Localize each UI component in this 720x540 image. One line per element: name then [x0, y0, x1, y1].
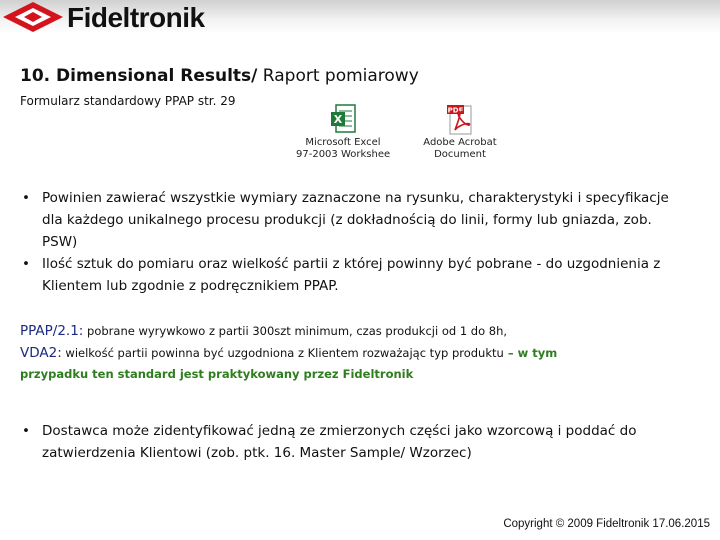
- bullet-item: [22, 420, 690, 464]
- pdf-attachment[interactable]: [414, 104, 506, 161]
- title-bold: 10. Dimensional Results/: [20, 66, 258, 86]
- bullet-text: Dostawca może zidentyfikować jedną ze zmierzonych części jako wzorcową i poddać do zatwierdzenia Klientowi (zob. ptk. 16. Master Sample/ Wzorzec): [42, 423, 637, 461]
- svg-text:PDF: PDF: [447, 106, 464, 115]
- ppap-note: [20, 320, 507, 339]
- slide-title: [20, 66, 419, 86]
- bullet-list-top: [22, 187, 690, 297]
- excel-label-line1: Microsoft Excel: [305, 137, 381, 148]
- bullet-dot: •: [22, 423, 30, 439]
- pdf-label-line1: Adobe Acrobat: [423, 137, 497, 148]
- logo: [2, 1, 218, 35]
- pdf-label-line2: Document: [434, 149, 486, 160]
- bullet-item: [22, 253, 690, 297]
- ppap-text: pobrane wyrywkowo z partii 300szt minimum, czas produkcji od 1 do 8h,: [83, 324, 508, 338]
- vda-note-cont: [20, 363, 413, 382]
- bullet-text: Powinien zawierać wszystkie wymiary zaznaczone na rysunku, charakterystyki i specyfikacje dla każdego unikalnego procesu produkcji (z dokładnością do linii, formy lub gniazda, zob. PSW): [42, 190, 669, 250]
- vda-note: [20, 342, 557, 361]
- bullet-dot: •: [22, 190, 30, 206]
- excel-label-line2: 97-2003 Workshee: [296, 149, 390, 160]
- vda-key: VDA2:: [20, 345, 62, 361]
- vda-green-text: – w tym: [503, 346, 558, 360]
- title-rest: Raport pomiarowy: [257, 66, 419, 86]
- slide-subtitle: Formularz standardowy PPAP str. 29: [20, 94, 236, 108]
- excel-icon: [330, 104, 356, 134]
- vda-text: wielkość partii powinna być uzgodniona z Klientem rozważając typ produktu: [61, 346, 504, 360]
- vda-green-text-2: przypadku ten standard jest praktykowany przez Fideltronik: [20, 367, 414, 381]
- bullet-dot: •: [22, 256, 30, 272]
- fideltronik-logo-icon: [2, 1, 64, 33]
- logo-text: Fideltronik: [67, 2, 205, 33]
- bullet-text: Ilość sztuk do pomiaru oraz wielkość partii z której powinny być pobrane - do uzgodnienia z Klientem lub zgodnie z podręcznikiem PPAP.: [42, 256, 661, 294]
- svg-text:X: X: [333, 113, 343, 126]
- bullet-list-bottom: [22, 420, 690, 464]
- copyright-footer: Copyright © 2009 Fideltronik 17.06.2015: [503, 518, 710, 530]
- ppap-key: PPAP/2.1:: [20, 323, 84, 339]
- bullet-item: [22, 187, 690, 253]
- pdf-icon: [446, 104, 474, 136]
- excel-attachment[interactable]: [296, 104, 390, 161]
